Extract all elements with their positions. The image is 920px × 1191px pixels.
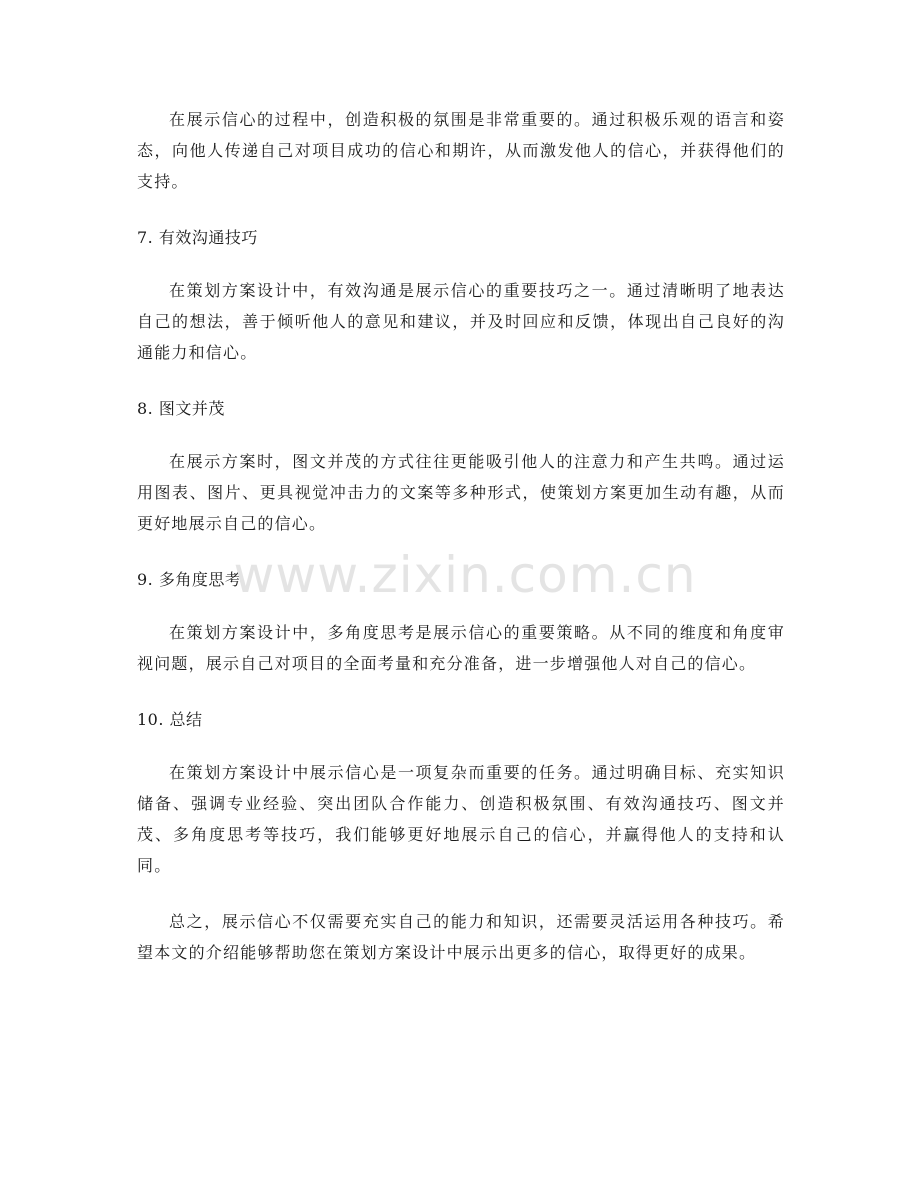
watermark-text: www.zixin.com.cn: [233, 546, 697, 604]
paragraph-illustrations: 在展示方案时，图文并茂的方式往往更能吸引他人的注意力和产生共鸣。通过运用图表、图片、更具视觉冲击力的文案等多种形式，使策划方案更加生动有趣，从而更好地展示自己的信心。: [137, 452, 785, 533]
paragraph-positive-atmosphere: 在展示信心的过程中，创造积极的氛围是非常重要的。通过积极乐观的语言和姿态，向他人传递自己对项目成功的信心和期许，从而激发他人的信心，并获得他们的支持。: [137, 110, 785, 191]
section-heading-9: 9. 多角度思考: [137, 570, 242, 589]
section-heading-10: 10. 总结: [137, 710, 203, 729]
section-heading-7: 7. 有效沟通技巧: [137, 228, 258, 247]
paragraph-multi-angle: 在策划方案设计中，多角度思考是展示信心的重要策略。从不同的维度和角度审视问题，展示自己对项目的全面考量和充分准备，进一步增强他人对自己的信心。: [137, 623, 785, 673]
document-body: [137, 104, 785, 993]
section-heading-8: 8. 图文并茂: [137, 399, 225, 418]
paragraph-communication: 在策划方案设计中，有效沟通是展示信心的重要技巧之一。通过清晰明了地表达自己的想法，善于倾听他人的意见和建议，并及时回应和反馈，体现出自己良好的沟通能力和信心。: [137, 281, 785, 362]
paragraph-summary: 在策划方案设计中展示信心是一项复杂而重要的任务。通过明确目标、充实知识储备、强调专业经验、突出团队合作能力、创造积极氛围、有效沟通技巧、图文并茂、多角度思考等技巧，我们能够更好地展示自己的信心，并赢得他人的支持和认同。: [137, 763, 785, 875]
paragraph-conclusion: 总之，展示信心不仅需要充实自己的能力和知识，还需要灵活运用各种技巧。希望本文的介绍能够帮助您在策划方案设计中展示出更多的信心，取得更好的成果。: [137, 912, 785, 962]
